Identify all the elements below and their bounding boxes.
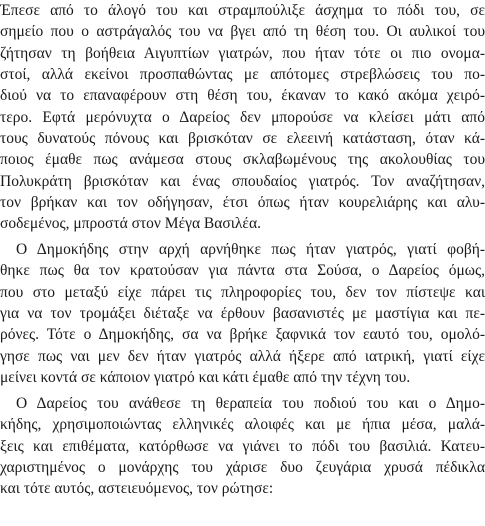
- text-line: θηκε πως θα τον κρατούσαν για πάντα στα Σούσα, ο Δαρείος όμως,: [0, 262, 485, 279]
- text-line: στοί, αλλά εκείνοι προσπαθώντας με απότομες στρεβλώσεις του πο-: [0, 66, 485, 83]
- text-line: Πολυκράτη βρισκόταν και ένας σπουδαίος γιατρός. Τον αναζήτησαν,: [0, 173, 485, 190]
- text-line: μείνει κοντά σε κάποιον γιατρό και κάτι έμαθε από την τέχνη του.: [0, 369, 411, 386]
- text-line: τον βρήκαν και τον οδήγησαν, έτσι όπως ήταν κουρελιάρης και αλυ-: [0, 194, 485, 211]
- text-line: κήδης, χρησιμοποιώντας ελληνικές αλοιφές και με ήπια μέσα, μαλά-: [0, 416, 485, 433]
- text-line: ποιος έμαθε πως ανάμεσα στους σκλαβωμένους της ακολουθίας του: [0, 151, 485, 168]
- text-line: ρόνες. Τότε ο Δημοκήδης, σα να βρήκε ξαφνικά τον εαυτό του, ομολό-: [0, 326, 485, 343]
- text-line: τερο. Εφτά μερόνυχτα ο Δαρείος δεν μπορούσε να κλείσει μάτι από: [0, 109, 485, 126]
- text-line: Έπεσε από το άλογό του και στραμπούλιξε άσχημα το πόδι του, σε: [0, 2, 485, 19]
- text-line: γησε πως ναι μεν δεν ήταν γιατρός αλλά ήξερε από ιατρική, γιατί είχε: [0, 348, 485, 365]
- text-line: ζήτησαν τη βοήθεια Αιγυπτίων γιατρών, που ήταν τότε οι πιο ονομα-: [0, 45, 485, 62]
- text-line: ξεις και επιθέματα, κατόρθωσε να γιάνει το πόδι του βασιλιά. Κατευ-: [0, 438, 485, 455]
- text-line: Ο Δαρείος του ανάθεσε τη θεραπεία του ποδιού του και ο Δημο-: [16, 395, 485, 412]
- text-line: τους δυνατούς πόνους και βρισκόταν σε ελεεινή κατάσταση, όταν κά-: [0, 130, 485, 147]
- text-line: σημείο που ο αστράγαλός του να βγει από τη θέση του. Οι αυλικοί του: [0, 23, 485, 40]
- text-line: χαριστημένος ο μονάρχης του χάρισε δυο ζευγάρια χρυσά πέδικλα: [0, 459, 485, 476]
- text-line: και τότε αυτός, αστειευόμενος, τον ρώτησε:: [0, 480, 274, 497]
- text-line: Ο Δημοκήδης στην αρχή αρνήθηκε πως ήταν γιατρός, γιατί φοβή-: [16, 241, 485, 258]
- text-line: διού να το επαναφέρουν στη θέση του, έκαναν το κακό ακόμα χειρό-: [0, 87, 485, 104]
- text-line: που στο μεταξύ είχε πάρει τις πληροφορίες του, δεν τον πίστεψε και: [0, 284, 485, 301]
- text-line: για να τον τρομάξει διέταξε να έρθουν βασανιστές με μαστίγια και πε-: [0, 305, 485, 322]
- text-line: σοδεμένος, μπροστά στον Μέγα Βασιλέα.: [0, 215, 261, 232]
